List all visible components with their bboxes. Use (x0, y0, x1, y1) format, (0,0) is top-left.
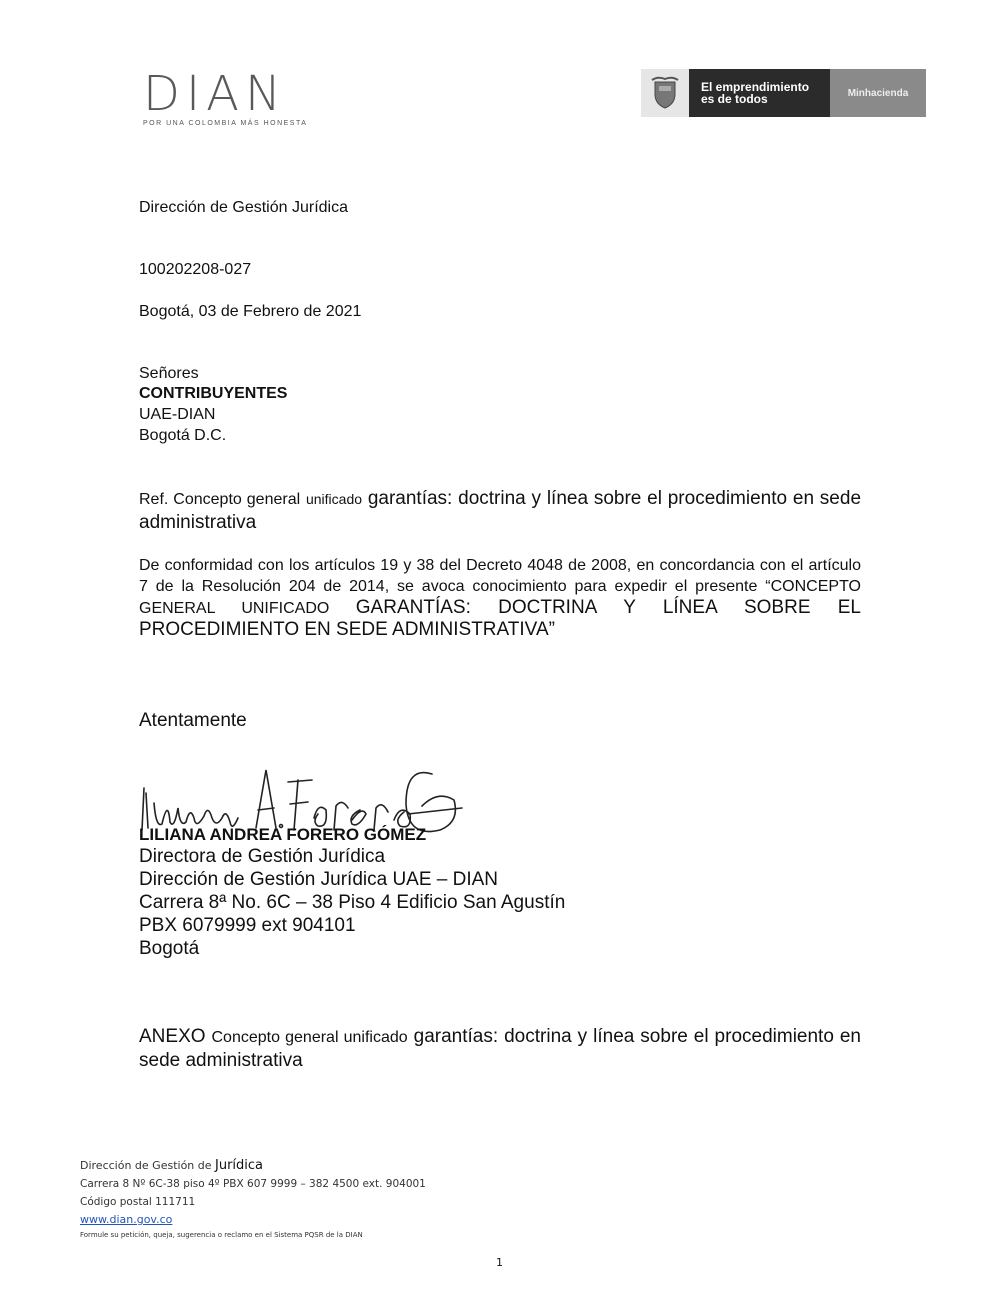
footer (80, 1157, 426, 1241)
footer-dept-prefix: Dirección de Gestión de (80, 1159, 212, 1172)
recipient-entity: UAE-DIAN (139, 406, 216, 423)
recipient-city: Bogotá D.C. (139, 427, 227, 444)
reference-prefix: Ref. Concepto general (139, 491, 301, 508)
recipient-name: CONTRIBUYENTES (139, 385, 288, 402)
reference-number: 100202208-027 (139, 261, 252, 278)
footer-postal: Código postal 111711 (80, 1196, 196, 1208)
gov-slogan-line2: es de todos (701, 92, 768, 106)
gov-slogan (689, 69, 830, 117)
dian-logo-text: DIAN (143, 66, 287, 122)
body-part1: De conformidad con los artículos 19 y 38 del Decreto 4048 de 2008, en concordancia con el artículo 7 de la Resolución 204 de 2014, se avoca conocimiento para expedir el presente “CONCEPTO GENERAL UNIFICADO (139, 557, 861, 617)
place-date: Bogotá, 03 de Febrero de 2021 (139, 303, 362, 320)
annex-small: Concepto general unificado (211, 1029, 408, 1046)
dian-logo-tagline: POR UNA COLOMBIA MÁS HONESTA (143, 120, 308, 127)
government-banner (641, 69, 926, 117)
closing: Atentamente (139, 710, 247, 731)
signer-title: Directora de Gestión Jurídica (139, 846, 386, 867)
signer-city: Bogotá (139, 938, 200, 959)
footer-dept-suffix: Jurídica (215, 1158, 264, 1173)
annex-rest: garantías: doctrina y línea sobre el procedimiento en sede administrativa (139, 1026, 861, 1071)
reference-subject: garantías: doctrina y línea sobre el procedimiento en sede administrativa (139, 488, 862, 533)
recipient-salutation: Señores (139, 365, 199, 382)
annex-label: ANEXO (139, 1026, 206, 1047)
ministry-label: Minhacienda (830, 69, 926, 117)
gov-slogan-line1: El emprendimiento (701, 80, 810, 94)
annex (139, 1025, 861, 1072)
department-heading: Dirección de Gestión Jurídica (139, 199, 348, 216)
footer-website-link[interactable]: www.dian.gov.co (80, 1213, 173, 1226)
coat-of-arms-icon (641, 69, 689, 117)
signer-phone: PBX 6079999 ext 904101 (139, 915, 356, 936)
signer-name: LILIANA ANDREA FORERO GÓMEZ (139, 825, 427, 844)
body-paragraph (139, 555, 861, 641)
footer-department (80, 1157, 426, 1175)
dian-logo (143, 66, 353, 127)
body-part2: GARANTÍAS: DOCTRINA Y LÍNEA SOBRE EL PROCEDIMIENTO EN SEDE ADMINISTRATIVA” (139, 597, 861, 640)
footer-note: Formule su petición, queja, sugerencia o reclamo en el Sistema PQSR de la DIAN (80, 1231, 363, 1239)
reference-line (139, 487, 861, 534)
footer-address: Carrera 8 Nº 6C-38 piso 4º PBX 607 9999 – 382 4500 ext. 904001 (80, 1178, 426, 1190)
signer-address: Carrera 8ª No. 6C – 38 Piso 4 Edificio San Agustín (139, 892, 566, 913)
page-number: 1 (496, 1256, 503, 1269)
reference-unificado: unificado (305, 491, 363, 507)
signer-office: Dirección de Gestión Jurídica UAE – DIAN (139, 869, 499, 890)
